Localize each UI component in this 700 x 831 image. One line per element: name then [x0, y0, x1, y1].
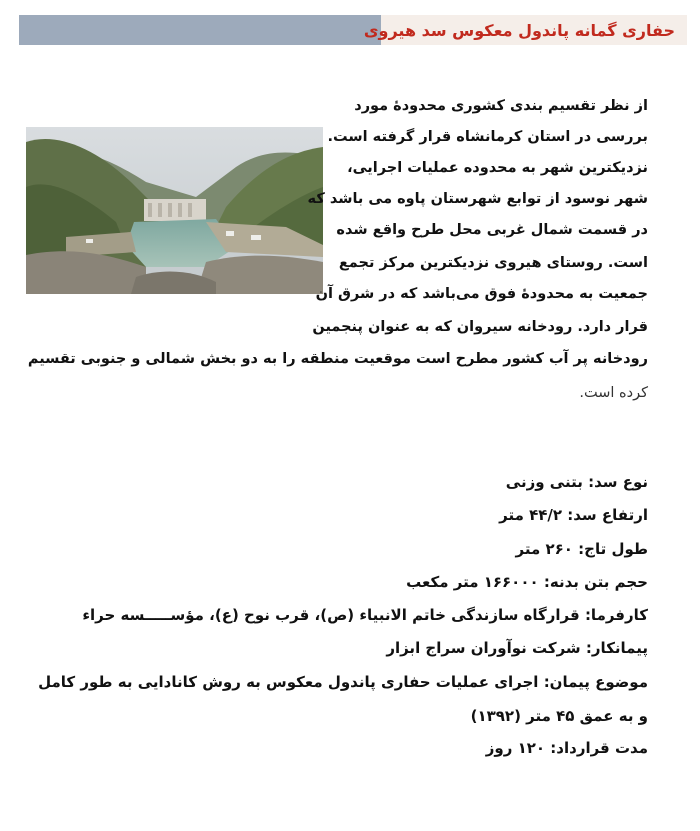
header-accent-bar [19, 15, 381, 45]
spec-value: ۴۴/۲ متر [499, 506, 563, 524]
header-title-box [363, 15, 687, 45]
spec-duration [486, 738, 648, 758]
spec-label: طول تاج: [578, 540, 648, 558]
spec-crest-length [515, 539, 648, 559]
spec-value: شرکت نوآوران سراج ابزار [386, 639, 581, 657]
spec-label: کارفرما: [584, 606, 648, 624]
spec-dam-type [506, 472, 648, 492]
spec-height [499, 505, 648, 525]
spec-value: ۲۶۰ متر [515, 540, 573, 558]
spec-label: پیمانکار: [585, 639, 648, 657]
intro-line-2: بررسی در استان کرمانشاه قرار گرفته است. [327, 129, 648, 145]
spec-employer [82, 605, 648, 625]
spec-concrete-volume [406, 572, 648, 592]
intro-line-10: کرده است. [579, 385, 648, 401]
intro-line-1: از نظر تقسیم بندی کشوری محدودهٔ مورد [354, 98, 648, 114]
intro-line-8: قرار دارد. رودخانه سیروان که به عنوان پنجمین [312, 319, 648, 335]
intro-line-3: نزدیکترین شهر به محدوده عملیات اجرایی، [347, 160, 648, 176]
intro-line-5: در قسمت شمال غربی محل طرح واقع شده [336, 222, 648, 238]
intro-line-7: جمعیت به محدودهٔ فوق می‌باشد که در شرق آن [315, 286, 648, 302]
spec-value: اجرای عملیات حفاری پاندول معکوس به روش کانادایی به طور کامل [38, 673, 539, 691]
page-title: حفاری گمانه پاندول معکوس سد هیروی [363, 20, 675, 40]
intro-line-6: است. روستای هیروی نزدیکترین مرکز تجمع [338, 255, 648, 271]
spec-value: ۱۶۶۰۰۰ متر مکعب [406, 573, 539, 591]
intro-line-9: رودخانه پر آب کشور مطرح است موقعیت منطقه را به دو بخش شمالی و جنوبی تقسیم [27, 351, 648, 367]
spec-value: قرارگاه سازندگی خاتم الانبیاء (ص)، قرب نوح (ع)، مؤســـــسه حراء [82, 606, 580, 624]
spec-label: حجم بتن بدنه: [543, 573, 648, 591]
spec-label: موضوع پیمان: [543, 673, 648, 691]
spec-label: مدت قرارداد: [550, 739, 648, 757]
intro-line-4: شهر نوسود از توابع شهرستان پاوه می باشد که [307, 191, 648, 207]
spec-label: ارتفاع سد: [567, 506, 648, 524]
spec-value: بتنی وزنی [505, 473, 583, 491]
spec-subject-continued: و به عمق ۴۵ متر (۱۳۹۲) [470, 707, 648, 725]
spec-value: ۱۲۰ روز [485, 739, 546, 757]
spec-contractor [386, 638, 648, 658]
dam-photo [26, 127, 323, 294]
spec-subject [38, 672, 648, 692]
spec-label: نوع سد: [588, 473, 648, 491]
